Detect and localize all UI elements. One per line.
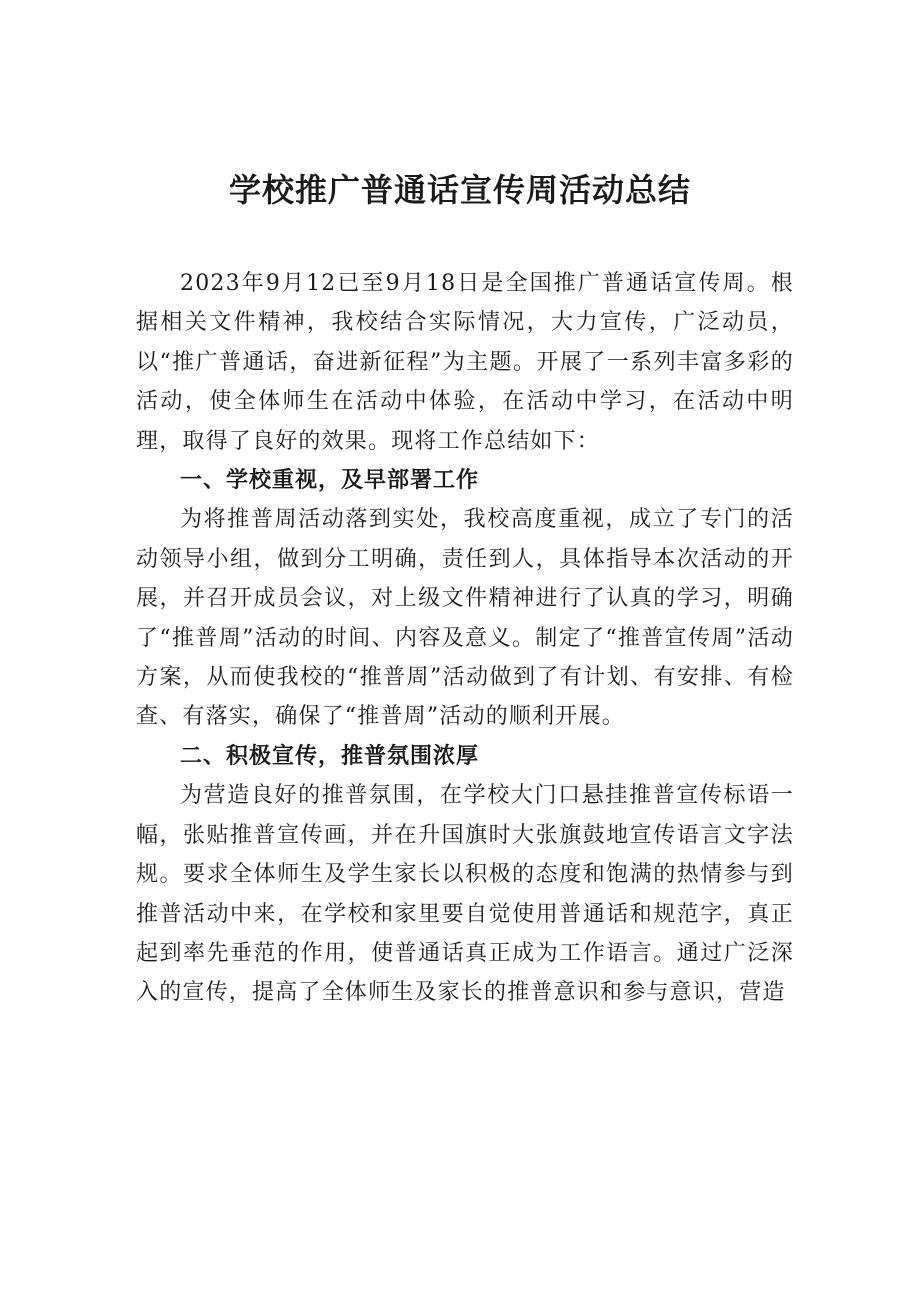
intro-paragraph: 2023年9月12已至9月18日是全国推广普通话宣传周。根据相关文件精神，我校结合实际情况，大力宣传，广泛动员，以“推广普通话，奋进新征程”为主题。开展了一系列丰富多彩的活动，使全体师生在活动中体验，在活动中学习，在活动中明理，取得了良好的效果。现将工作总结如下： — [136, 271, 794, 454]
document-title: 学校推广普通话宣传周活动总结 — [228, 171, 691, 209]
section-2-heading: 二、积极宣传，推普氛围浓厚 — [180, 743, 480, 769]
section-2-paragraph: 为营造良好的推普氛围，在学校大门口悬挂推普宣传标语一幅，张贴推普宣传画，并在升国旗时大张旗鼓地宣传语言文字法规。要求全体师生及学生家长以积极的态度和饱满的热情参与到推普活动中来，在学校和家里要自觉使用普通话和规范字，真正起到率先垂范的作用，使普通话真正成为工作语言。通过广泛深入的宣传，提高了全体师生及家长的推普意识和参与意识，营造 — [136, 783, 794, 1006]
section-1-heading: 一、学校重视，及早部署工作 — [180, 468, 480, 494]
section-1-paragraph: 为将推普周活动落到实处，我校高度重视，成立了专门的活动领导小组，做到分工明确，责任到人，具体指导本次活动的开展，并召开成员会议，对上级文件精神进行了认真的学习，明确了“推普周”活动的时间、内容及意义。制定了“推普宣传周”活动方案，从而使我校的“推普周”活动做到了有计划、有安排、有检查、有落实，确保了“推普周”活动的顺利开展。 — [136, 507, 794, 730]
document-body — [136, 264, 794, 1013]
